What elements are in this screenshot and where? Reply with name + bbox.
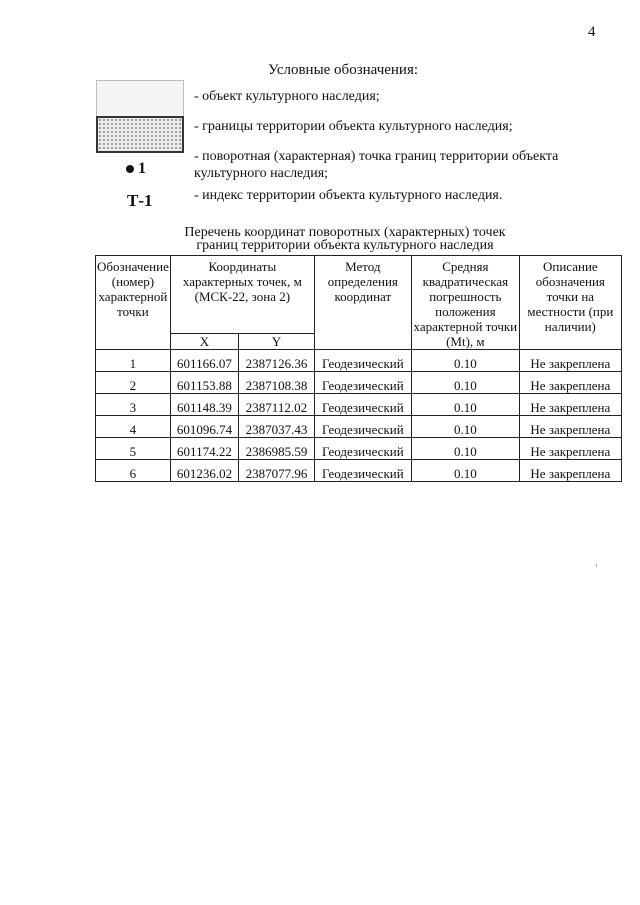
header-description: Описание обозначения точки на местности (при наличии) <box>519 256 621 350</box>
table-row <box>96 350 622 372</box>
cell-error: 0.10 <box>411 438 519 460</box>
cell-point-number: 3 <box>96 394 171 416</box>
cell-description: Не закреплена <box>519 460 621 482</box>
heritage-territory-swatch <box>96 116 184 153</box>
table-title <box>150 226 540 252</box>
cell-y: 2387112.02 <box>239 394 315 416</box>
cell-x: 601166.07 <box>170 350 238 372</box>
point-dot-icon <box>126 165 134 173</box>
table-title-line-1: Перечень координат поворотных (характерных) точек <box>184 225 506 240</box>
header-method: Метод определения координат <box>314 256 411 350</box>
cell-point-number: 5 <box>96 438 171 460</box>
table-title-line-2: границ территории объекта культурного наследия <box>196 238 494 253</box>
header-y: Y <box>239 334 315 350</box>
cell-error: 0.10 <box>411 460 519 482</box>
table-row <box>96 460 622 482</box>
cell-description: Не закреплена <box>519 438 621 460</box>
cell-description: Не закреплена <box>519 372 621 394</box>
cell-description: Не закреплена <box>519 416 621 438</box>
cell-point-number: 1 <box>96 350 171 372</box>
cell-point-number: 6 <box>96 460 171 482</box>
header-x: X <box>170 334 238 350</box>
scan-mark <box>596 564 597 567</box>
cell-x: 601153.88 <box>170 372 238 394</box>
legend-item-territory: - границы территории объекта культурного наследия; <box>194 119 513 134</box>
cell-y: 2387037.43 <box>239 416 315 438</box>
cell-x: 601096.74 <box>170 416 238 438</box>
table-row <box>96 416 622 438</box>
cell-description: Не закреплена <box>519 350 621 372</box>
legend-item-point: - поворотная (характерная) точка границ территории объекта культурного наследия; <box>194 149 559 181</box>
table-body <box>96 350 622 482</box>
cell-y: 2386985.59 <box>239 438 315 460</box>
header-point-number: Обозначение (номер) характерной точки <box>96 256 171 350</box>
cell-description: Не закреплена <box>519 394 621 416</box>
cell-x: 601148.39 <box>170 394 238 416</box>
table-header-row <box>96 256 622 334</box>
header-error: Средняя квадратическая погрешность положения характерной точки (Mt), м <box>411 256 519 350</box>
cell-method: Геодезический <box>314 460 411 482</box>
territory-index-symbol: Т-1 <box>127 191 153 210</box>
cell-x: 601174.22 <box>170 438 238 460</box>
cell-method: Геодезический <box>314 394 411 416</box>
legend-title: Условные обозначения: <box>268 62 419 78</box>
cell-method: Геодезический <box>314 416 411 438</box>
cell-method: Геодезический <box>314 372 411 394</box>
table-row <box>96 438 622 460</box>
cell-error: 0.10 <box>411 372 519 394</box>
legend-item-index: - индекс территории объекта культурного наследия. <box>194 188 503 203</box>
cell-error: 0.10 <box>411 394 519 416</box>
cell-y: 2387108.38 <box>239 372 315 394</box>
cell-y: 2387077.96 <box>239 460 315 482</box>
cell-y: 2387126.36 <box>239 350 315 372</box>
page-number: 4 <box>588 24 596 40</box>
table-row <box>96 372 622 394</box>
point-symbol-label: 1 <box>138 160 146 177</box>
table-row <box>96 394 622 416</box>
cell-error: 0.10 <box>411 350 519 372</box>
cell-error: 0.10 <box>411 416 519 438</box>
legend-item-object: - объект культурного наследия; <box>194 89 380 104</box>
heritage-object-swatch <box>96 80 184 118</box>
header-coordinates: Координаты характерных точек, м (МСК-22, зона 2) <box>170 256 314 334</box>
cell-method: Геодезический <box>314 438 411 460</box>
cell-point-number: 2 <box>96 372 171 394</box>
cell-x: 601236.02 <box>170 460 238 482</box>
coordinates-table <box>95 255 622 482</box>
cell-method: Геодезический <box>314 350 411 372</box>
turning-point-symbol <box>126 160 146 178</box>
cell-point-number: 4 <box>96 416 171 438</box>
